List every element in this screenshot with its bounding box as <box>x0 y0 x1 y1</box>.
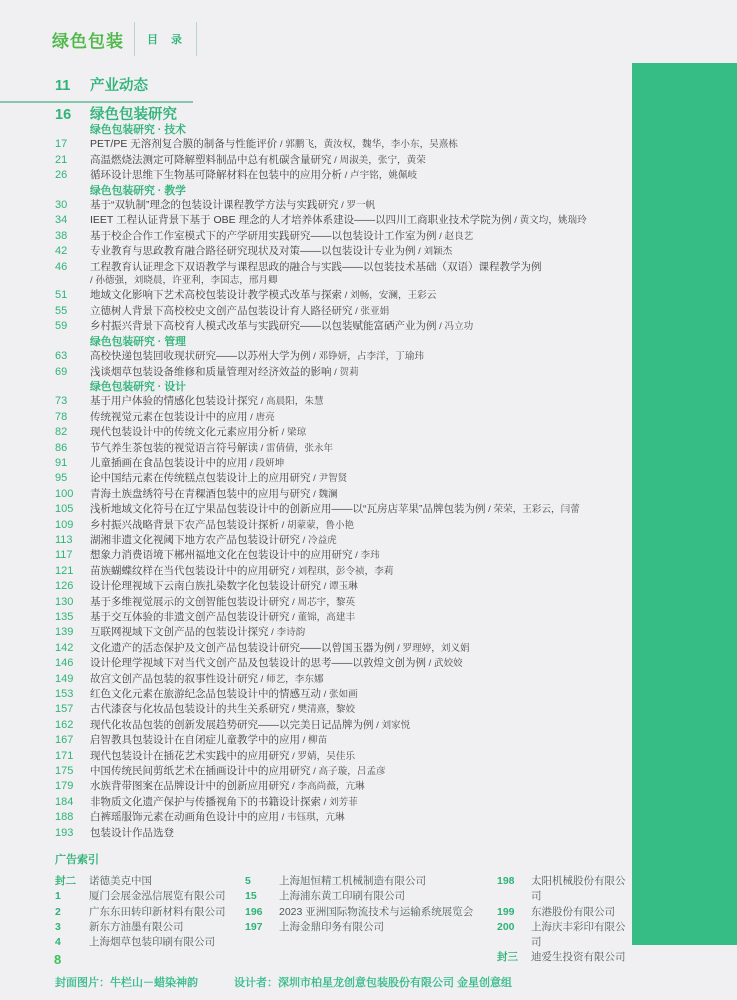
toc-entry[interactable] <box>55 304 627 319</box>
toc-entry[interactable] <box>55 365 627 380</box>
toc-entry-authors: / 谭玉琳 <box>321 581 358 593</box>
toc-entry-title: 文化遗产的活态保护及文创产品包装设计研究——以曾国玉器为例 / 罗理婷，刘义娟 <box>90 641 470 654</box>
toc-part-page: 16 <box>55 107 72 123</box>
toc-entry-authors: / 李玮 <box>352 550 380 562</box>
toc-entry-authors: / 周芯宇，黎英 <box>289 596 356 608</box>
toc-entry[interactable] <box>55 702 627 717</box>
toc-entry-authors: / 罗理婷，刘义娟 <box>394 642 470 654</box>
toc-entry-title: 故宫文创产品包装的叙事性设计研究 / 师艺，李东娜 <box>90 672 324 685</box>
toc-entry-page: 17 <box>55 138 68 151</box>
toc-entry[interactable] <box>55 625 627 640</box>
toc-entry-authors: / 魏澜 <box>310 488 338 500</box>
ad-index-entry[interactable] <box>55 920 245 935</box>
toc-entry-page: 184 <box>55 795 74 808</box>
ad-index-entry[interactable] <box>497 905 627 920</box>
toc-entry[interactable] <box>55 810 627 825</box>
toc-entry-page: 34 <box>55 214 68 227</box>
toc-entry-authors: / 张亚娟 <box>352 305 390 317</box>
toc-entry-page: 46 <box>55 260 68 273</box>
ad-entry-company: 新东方油墨有限公司 <box>89 920 184 933</box>
toc-entry-title: 古代漆奁与化妆品包装设计的共生关系研究 / 樊清熹，黎姣 <box>90 703 356 716</box>
toc-entry-title: 想象力消费语境下郴州福地文化在包装设计中的应用研究 / 李玮 <box>90 549 380 562</box>
toc-entry-page: 193 <box>55 826 74 839</box>
toc-entry-page: 95 <box>55 472 68 485</box>
toc-entry-page: 139 <box>55 626 74 639</box>
cover-credit-line <box>55 974 627 990</box>
toc-entry-title: 互联网视域下文创产品的包装设计探究 / 李诗韵 <box>90 626 306 639</box>
toc-entry-page: 113 <box>55 533 73 546</box>
toc-entry-authors: / 韦钰琪，亢琳 <box>279 812 345 824</box>
ad-entry-company: 东港股份有限公司 <box>531 905 615 918</box>
toc-entry-authors: / 邓铮妍，占李洋，丁瑜玮 <box>310 351 425 363</box>
toc-entry-authors: / 刘芳菲 <box>321 796 358 808</box>
toc-entry-page: 157 <box>55 703 74 716</box>
toc-entry-authors: / 罗一帆 <box>338 200 376 212</box>
toc-entry-title: 中国传统民间剪纸艺术在插画设计中的应用研究 / 高子璇，吕孟彦 <box>90 765 386 778</box>
toc-entry[interactable] <box>55 595 627 610</box>
toc-entry-page: 30 <box>55 199 68 212</box>
toc-entry-title: 设计伦理视域下云南白族扎染数字化包装设计研究 / 谭玉琳 <box>90 580 358 593</box>
toc-entry-title: PET/PE 无溶剂复合膜的制备与性能评价 / 郭鹏飞，黄汝权，魏华，李小东，吴熹栋 <box>90 138 458 151</box>
ad-index-entry[interactable] <box>55 935 245 950</box>
ad-index-entry[interactable] <box>497 950 627 965</box>
toc-entry-page: 167 <box>55 734 74 747</box>
toc-entry-page: 63 <box>55 350 68 363</box>
toc-entry-authors: / 冯立功 <box>436 321 474 333</box>
toc-entry[interactable] <box>55 718 627 733</box>
toc-entry-title: 高温燃烧法测定可降解塑料制品中总有机碳含量研究 / 周淑美，张宁，黄荣 <box>90 153 426 166</box>
toc-entry-page: 149 <box>55 672 74 685</box>
ad-index-entry[interactable] <box>55 889 245 904</box>
toc-entry-authors: / 李诗韵 <box>268 627 306 639</box>
toc-entry[interactable] <box>55 795 627 810</box>
cover-image-credit: 封面图片：牛栏山－蜡染神韵 <box>55 977 198 990</box>
ad-entry-page: 5 <box>245 875 251 888</box>
toc-entry[interactable] <box>55 244 627 259</box>
ad-entry-company: 上海旭恒精工机械制造有限公司 <box>279 875 426 888</box>
page-number: 8 <box>54 952 62 967</box>
toc-entry-page: 105 <box>55 503 74 516</box>
toc-entry-page: 73 <box>55 395 68 408</box>
toc-entry-authors: / 刘颖杰 <box>415 246 453 258</box>
toc-entry-title: IEET 工程认证背景下基于 OBE 理念的人才培养体系建设——以四川工商职业技术学院为例 / 黄文均，姚瑞玲 <box>90 214 587 227</box>
ad-entry-company: 太阳机械股份有限公司 <box>531 875 626 903</box>
toc-part-research[interactable] <box>55 107 627 123</box>
toc-entry[interactable] <box>55 656 627 671</box>
ad-entry-page: 200 <box>497 920 515 933</box>
toc-entry-title: 地域文化影响下艺术高校包装设计教学模式改革与探索 / 刘畅，安澜，王彩云 <box>90 289 437 302</box>
ad-entry-page: 4 <box>55 935 61 948</box>
toc-entry-authors: / 樊清熹，黎姣 <box>289 704 356 716</box>
toc-entry-page: 51 <box>55 289 68 302</box>
toc-entry-page: 55 <box>55 304 68 317</box>
toc-entry[interactable] <box>55 319 627 334</box>
toc-entry-authors: / 胡蒙蒙，鲁小艳 <box>279 519 355 531</box>
toc-entry-authors: / 卢宇铭，姚佩岐 <box>342 170 418 182</box>
toc-entry-title: 启智教具包装设计在自闭症儿童教学中的应用 / 柳苗 <box>90 734 328 747</box>
ad-entry-page: 2 <box>55 905 61 918</box>
toc-entry[interactable] <box>55 548 627 563</box>
ad-entry-company: 上海浦东黄工印刷有限公司 <box>279 890 405 903</box>
toc-entry-page: 100 <box>55 487 74 500</box>
toc-entry-authors: / 冷益虎 <box>300 534 337 546</box>
toc-entry[interactable] <box>55 260 627 289</box>
ad-index-entry[interactable] <box>497 920 627 950</box>
toc-entry[interactable] <box>55 410 627 425</box>
toc-entry-page: 146 <box>55 657 74 670</box>
toc-entry-authors: / 柳苗 <box>300 735 328 747</box>
toc-entry-title: 论中国结元素在传统糕点包装设计上的应用研究 / 尹智贤 <box>90 472 348 485</box>
ads-index-heading: 广告索引 <box>55 854 99 867</box>
toc-entry[interactable] <box>55 137 627 152</box>
toc-entry-authors: / 尹智贤 <box>310 473 348 485</box>
toc-entry-title: 节气养生茶包装的视觉语言符号解读 / 雷倩倩，张永年 <box>90 441 334 454</box>
ad-entry-company: 诺德美克中国 <box>89 875 152 888</box>
ad-entry-page: 198 <box>497 875 515 888</box>
toc-entry[interactable] <box>55 579 627 594</box>
ad-entry-company: 广东东田转印新材料有限公司 <box>89 905 226 918</box>
ad-index-entry[interactable] <box>245 920 497 935</box>
toc-entry-title: 乡村振兴背景下高校育人模式改革与实践研究——以包装赋能富硒产业为例 / 冯立功 <box>90 320 474 333</box>
toc-entry-title: 现代包装设计在插花艺术实践中的应用研究 / 罗婧，吴佳乐 <box>90 749 356 762</box>
toc-entry-title: 设计伦理学视域下对当代文创产品及包装设计的思考——以敦煌文创为例 / 武姣姣 <box>90 657 463 670</box>
toc-entry-page: 162 <box>55 718 74 731</box>
catalog-label: 目 录 <box>147 34 188 46</box>
toc-part-industry[interactable] <box>55 78 627 94</box>
toc-entry-title: 儿童插画在食品包装设计中的应用 / 段妍坤 <box>90 456 285 469</box>
toc-part-page: 11 <box>55 78 71 94</box>
toc-entry-page: 82 <box>55 426 68 439</box>
toc-entry[interactable] <box>55 441 627 456</box>
toc-entry-title: 基于交互体验的非遗文创产品包装设计研究 / 董锦，高建丰 <box>90 611 356 623</box>
toc-entry-authors: / 周淑美，张宁，黄荣 <box>331 154 426 166</box>
toc-entry[interactable] <box>55 229 627 244</box>
toc-entry[interactable] <box>55 456 627 471</box>
toc-entry-title: 循环设计思维下生物基可降解材料在包装中的应用分析 / 卢宇铭，姚佩岐 <box>90 169 418 182</box>
toc-entry[interactable] <box>55 518 627 533</box>
toc-entry-page: 130 <box>55 595 74 608</box>
designer-credit: 设计者：深圳市柏星龙创意包装股份有限公司 金星创意组 <box>234 977 513 990</box>
toc-part-title: 产业动态 <box>90 78 148 94</box>
page-header <box>52 20 197 58</box>
toc-entry-title: 包装设计作品选登 <box>90 826 174 839</box>
toc-entry-page: 153 <box>55 688 74 701</box>
toc-entry-page: 21 <box>55 153 68 166</box>
toc-entry-authors: / 黄文均，姚瑞玲 <box>511 215 587 227</box>
ad-entry-page: 199 <box>497 905 515 918</box>
toc-entry-page: 59 <box>55 320 68 333</box>
ads-column <box>55 874 245 965</box>
toc-entry-title: 青海土族盘绣符号在青稞酒包装中的应用与研究 / 魏澜 <box>90 487 338 500</box>
toc-entry[interactable] <box>55 764 627 779</box>
toc-entry-title: 专业教育与思政教育融合路径研究现状及对策——以包装设计专业为例 / 刘颖杰 <box>90 245 453 258</box>
toc-entry-page: 42 <box>55 245 68 258</box>
ad-index-entry[interactable] <box>245 905 497 920</box>
header-divider-bar <box>134 22 135 56</box>
toc-entry-authors: / 梁琼 <box>279 427 307 439</box>
toc-entry-title: 非物质文化遗产保护与传播视角下的书籍设计探索 / 刘芳菲 <box>90 795 358 808</box>
toc-entry-title: 苗族蝴蝶纹样在当代包装设计中的应用研究 / 刘程琪，彭令祯，李莉 <box>90 564 394 577</box>
toc-entry-authors: / 孙德强，刘晓晨，许亚利，李国志，邢月卿 <box>90 275 278 287</box>
toc-entry[interactable] <box>55 533 627 548</box>
toc-entry-title: 传统视觉元素在包装设计中的应用 / 唐亮 <box>90 410 275 423</box>
toc-entry[interactable] <box>55 425 627 440</box>
toc-entry[interactable] <box>55 288 627 303</box>
toc-entry-page: 117 <box>55 549 73 562</box>
toc-entry[interactable] <box>55 349 627 364</box>
toc-entry[interactable] <box>55 394 627 409</box>
toc-entry[interactable] <box>55 672 627 687</box>
toc-entry-page: 171 <box>55 749 74 762</box>
toc-entry-page: 86 <box>55 441 68 454</box>
toc-entry-title: 高校快递包装回收现状研究——以苏州大学为例 / 邓铮妍，占李洋，丁瑜玮 <box>90 350 425 363</box>
toc-entry[interactable] <box>55 779 627 794</box>
toc-entry-page: 38 <box>55 229 68 242</box>
toc-entry-title: 乡村振兴战略背景下农产品包装设计探析 / 胡蒙蒙，鲁小艳 <box>90 518 355 531</box>
toc-entry-page: 188 <box>55 811 74 824</box>
toc-entry[interactable] <box>55 487 627 502</box>
toc-group-heading: 绿色包装研究 · 技术 <box>90 124 186 136</box>
toc-entry-authors: / 高子璇，吕孟彦 <box>310 766 386 778</box>
ad-entry-page: 3 <box>55 920 61 933</box>
toc-entry-authors: / 武姣姣 <box>426 658 463 670</box>
toc-entry-title: 基于“双轨制”理念的包装设计课程教学方法与实践研究 / 罗一帆 <box>90 199 376 212</box>
toc-entry-authors: / 刘畅，安澜，王彩云 <box>342 290 437 302</box>
toc-entry-authors: / 荣荣，王彩云，闫蕾 <box>485 504 580 516</box>
toc-entry-title: 基于用户体验的情感化包装设计探究 / 高晨阳，朱慧 <box>90 395 324 408</box>
toc-entry-title: 红色文化元素在旅游纪念品包装设计中的情感互动 / 张如画 <box>90 688 358 701</box>
toc-entry-authors: / 罗婧，吴佳乐 <box>289 750 356 762</box>
ads-index <box>55 874 627 965</box>
ad-entry-page: 1 <box>55 890 61 903</box>
ad-index-entry[interactable] <box>55 874 245 889</box>
ad-entry-page: 封三 <box>497 951 518 964</box>
toc-entry-page: 142 <box>55 641 74 654</box>
toc-entry-page: 175 <box>55 765 74 778</box>
toc-entry[interactable] <box>55 168 627 183</box>
toc-group-heading: 绿色包装研究 · 教学 <box>90 184 186 197</box>
toc-entry-page: 69 <box>55 365 68 378</box>
toc-entry-title: 立德树人背景下高校校史文创产品包装设计育人路径研究 / 张亚娟 <box>90 304 390 317</box>
toc-entry-authors: / 董锦，高建丰 <box>289 612 356 623</box>
toc-entry-title: 浅析地域文化符号在辽宁果品包装设计中的创新应用——以“瓦房店苹果”品牌包装为例 / 荣荣，王彩云，闫蕾 <box>90 503 580 516</box>
ad-entry-company: 2023 亚洲国际物流技术与运输系统展览会 <box>279 905 474 918</box>
toc-entry-title: 浅谈烟草包装设备维修和质量管理对经济效益的影响 / 贺莉 <box>90 365 359 378</box>
ad-entry-company: 厦门会展金泓信展览有限公司 <box>89 890 226 903</box>
toc-entry-authors: / 刘程琪，彭令祯，李莉 <box>289 565 394 577</box>
toc-entry-title: 湖湘非遗文化视阈下地方农产品包装设计研究 / 冷益虎 <box>90 533 337 546</box>
ad-entry-company: 上海金鼎印务有限公司 <box>279 920 384 933</box>
toc-entry[interactable] <box>55 502 627 517</box>
toc-entry-page: 91 <box>55 456 68 469</box>
toc-group-heading: 绿色包装研究 · 设计 <box>90 380 186 393</box>
ad-entry-company: 迪爱生投资有限公司 <box>531 951 626 964</box>
toc-entry[interactable] <box>55 198 627 213</box>
toc-entry-page: 126 <box>55 580 74 593</box>
toc-entry-authors: / 刘家悦 <box>373 719 411 731</box>
toc-entry-title: 工程教育认证理念下双语教学与课程思政的融合与实践——以包装技术基础（双语）课程教学为例 / 孙德强，刘晓晨，许亚利，李国志，邢月卿 <box>90 260 627 289</box>
toc-entry-authors: / 贺莉 <box>331 366 359 378</box>
toc-entry-title: 白裤瑶服饰元素在动画角色设计中的应用 / 韦钰琪，亢琳 <box>90 811 345 824</box>
toc-part-title: 绿色包装研究 <box>90 107 177 123</box>
toc-entry[interactable] <box>55 733 627 748</box>
toc-group-heading: 绿色包装研究 · 管理 <box>90 335 186 348</box>
ads-column <box>245 874 497 965</box>
toc-entry-authors: / 段妍坤 <box>247 457 285 469</box>
toc-entry[interactable] <box>55 641 627 656</box>
toc-entry-authors: / 雷倩倩，张永年 <box>258 442 334 454</box>
toc-entry[interactable] <box>55 213 627 228</box>
header-divider-bar <box>196 22 197 56</box>
ad-index-entry[interactable] <box>245 889 497 904</box>
toc-entry[interactable] <box>55 826 627 840</box>
toc-entry-title: 水族背带图案在品牌设计中的创新应用研究 / 李高尚薇，亢琳 <box>90 780 365 793</box>
toc-entry-title: 基于校企合作工作室模式下的产学研用实践研究——以包装设计工作室为例 / 赵良艺 <box>90 229 474 242</box>
toc-entry-page: 121 <box>55 564 74 577</box>
ad-entry-company: 上海庆丰彩印有限公司 <box>531 920 626 948</box>
toc-entry[interactable] <box>55 471 627 486</box>
toc-entry-authors: / 郭鹏飞，黄汝权，魏华，李小东，吴熹栋 <box>277 139 458 151</box>
decorative-green-panel <box>632 63 737 945</box>
ad-entry-page: 197 <box>245 920 263 933</box>
toc-entry[interactable] <box>55 153 627 168</box>
toc-entry-title: 现代化妆品包装的创新发展趋势研究——以完美日记品牌为例 / 刘家悦 <box>90 718 411 731</box>
toc-entry-authors: / 师艺，李东娜 <box>258 673 324 685</box>
ad-index-entry[interactable] <box>245 874 497 889</box>
toc-entry-page: 109 <box>55 518 74 531</box>
toc-groups <box>55 123 627 840</box>
toc-entry-authors: / 张如画 <box>321 689 358 701</box>
toc-entry-page: 78 <box>55 410 68 423</box>
toc-entry-title: 基于多维视觉展示的文创智能包装设计研究 / 周芯宇，黎英 <box>90 595 356 608</box>
toc-entry-page: 135 <box>55 611 74 623</box>
ad-entry-page: 15 <box>245 890 257 903</box>
ad-entry-page: 196 <box>245 905 263 918</box>
toc-entry-title: 现代包装设计中的传统文化元素应用分析 / 梁琼 <box>90 426 307 439</box>
toc-entry-page: 26 <box>55 169 68 182</box>
magazine-logo: 绿色包装 <box>52 31 124 51</box>
toc-entry[interactable] <box>55 610 627 625</box>
toc-entry-authors: / 赵良艺 <box>436 230 474 242</box>
toc-entry-authors: / 唐亮 <box>247 411 275 423</box>
toc-entry[interactable] <box>55 749 627 764</box>
ads-column <box>497 874 627 965</box>
toc-entry[interactable] <box>55 687 627 702</box>
ad-index-entry[interactable] <box>55 905 245 920</box>
ad-entry-page: 封二 <box>55 875 76 888</box>
toc-entry-page: 179 <box>55 780 74 793</box>
ad-index-entry[interactable] <box>497 874 627 904</box>
table-of-contents <box>55 78 627 990</box>
toc-entry-authors: / 高晨阳，朱慧 <box>258 396 324 408</box>
ad-entry-company: 上海烟草包装印刷有限公司 <box>89 935 215 948</box>
toc-entry[interactable] <box>55 564 627 579</box>
toc-entry-authors: / 李高尚薇，亢琳 <box>289 781 365 793</box>
